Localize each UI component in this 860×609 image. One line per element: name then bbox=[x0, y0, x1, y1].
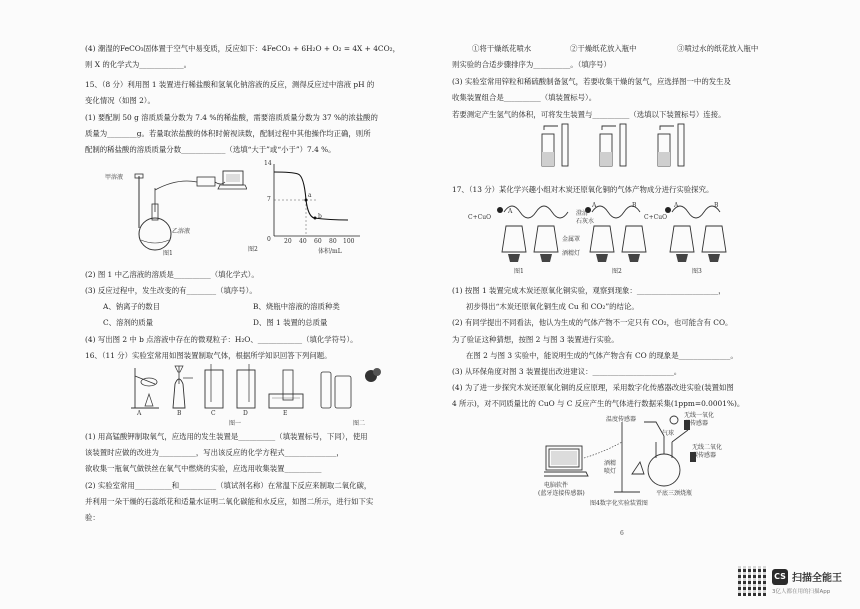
right-text-line: 初步得出“木炭还原氧化铜生成 Cu 和 CO₂”的结论。 bbox=[466, 302, 639, 311]
qr-code-overlay bbox=[738, 566, 768, 596]
label-b-fig2: B bbox=[632, 202, 637, 209]
label-pc-software: 电脑软件 bbox=[544, 482, 569, 489]
apparatus-label-d: D bbox=[243, 410, 248, 417]
left-page bbox=[85, 0, 420, 609]
right-text-line: 若要测定产生氢气的体积，可将发生装置与__________（选填以下装置标号）连接。 bbox=[452, 110, 726, 119]
figure-two-caption: 图二 bbox=[353, 420, 366, 427]
left-text-line: C、溶剂的质量 bbox=[103, 318, 153, 327]
left-text-line: 验： bbox=[85, 513, 100, 522]
label-temp-sensor: 温度传感器 bbox=[606, 416, 637, 423]
left-text-line: B、烧瓶中溶液的溶质种类 bbox=[253, 302, 340, 311]
point-b-label: b bbox=[318, 213, 322, 220]
figure-16-apparatus bbox=[125, 362, 395, 427]
label-balloon: 气球 bbox=[662, 430, 675, 437]
apparatus-label-c: C bbox=[211, 410, 216, 417]
camscanner-logo: CS bbox=[772, 569, 788, 585]
right-text-line: ①将干燥纸花喷水 bbox=[472, 44, 532, 53]
right-text-line: ②干燥纸花放入瓶中 bbox=[570, 44, 637, 53]
label-co2-sensor-2: 碳传感器 bbox=[692, 452, 717, 459]
label-co2-sensor: 无线二氧化 bbox=[692, 444, 723, 451]
label-a-fig3: A bbox=[674, 202, 679, 209]
label-three-neck-flask: 平底三颈烧瓶 bbox=[656, 490, 693, 497]
figure-4-digital-apparatus bbox=[538, 412, 723, 507]
figure-one-caption: 图一 bbox=[229, 420, 242, 427]
right-text-line: 为了验证这种猜想，按图 2 与图 3 装置进行实验。 bbox=[452, 335, 619, 344]
right-text-line: 4 所示)，对不同质量比的 CuO 与 C 反应产生的气体进行数据采集(1ppm=0.0001%)。 bbox=[452, 399, 745, 408]
x-tick-100: 100 bbox=[343, 238, 355, 245]
left-text-line: (3) 反应过程中，发生改变的有________（填序号）。 bbox=[85, 286, 257, 295]
gas-collection-apparatus bbox=[540, 118, 710, 170]
left-text-line: 并利用一朵干燥的石蕊纸花和适量水证明二氧化碳能和水反应，如图二所示，进行如下实 bbox=[85, 497, 374, 506]
label-co-sensor-2: 碳传感器 bbox=[684, 420, 709, 427]
point-a-label: a bbox=[308, 192, 312, 199]
right-page bbox=[452, 0, 797, 609]
label-blowtorch: 酒精 bbox=[604, 460, 617, 467]
right-text-line: 在图 2 与图 3 实验中，能说明生成的气体产物含有 CO 的现象是______________。 bbox=[466, 351, 738, 360]
y-tick-14: 14 bbox=[264, 160, 272, 167]
right-text-line: (3) 实验室常用锌粒和稀硫酸制备氢气，若要收集干燥的氢气，应选择图一中的发生及 bbox=[452, 77, 731, 86]
left-text-line: D、图 1 装置的总质量 bbox=[253, 318, 328, 327]
left-text-line: 变化情况（如图 2）。 bbox=[85, 96, 155, 105]
figure-17-caption-1: 图1 bbox=[514, 268, 524, 275]
label-jia-solution: 甲溶液 bbox=[105, 174, 124, 181]
page-number: 6 bbox=[620, 530, 624, 537]
figure-17-caption-2: 图2 bbox=[612, 268, 622, 275]
left-text-line: A、钠离子的数目 bbox=[103, 302, 161, 311]
camscanner-watermark bbox=[738, 566, 856, 606]
apparatus-label-a: A bbox=[137, 410, 142, 417]
camscanner-tagline: 3亿人都在用的扫描App bbox=[772, 589, 831, 595]
label-yi-solution: 乙溶液 bbox=[172, 228, 191, 235]
left-text-line: (4) 潮湿的FeCO₃固体置于空气中易变质，反应如下：4FeCO₃ + 6H₂O + O₂ = 4X + 4CO₂， bbox=[85, 44, 400, 53]
left-text-line: (1) 要配制 50 g 溶质质量分数为 7.4 %的稀盐酸，需要溶质质量分数为 37 %的浓盐酸的 bbox=[85, 113, 378, 122]
label-limewater-2: 石灰水 bbox=[576, 218, 595, 225]
figure-4-caption: 图4数字化实验装置图 bbox=[590, 500, 648, 507]
left-text-line: (4) 写出图 2 中 b 点溶液中存在的微观粒子：H₂O、____________（填化学符号）。 bbox=[85, 335, 358, 344]
label-b-fig3: B bbox=[714, 202, 719, 209]
figure-1-caption: 图1 bbox=[163, 250, 173, 257]
x-tick-80: 80 bbox=[329, 238, 337, 245]
right-text-line: (2) 有同学提出不同看法，他认为生成的气体产物不一定只有 CO₂，也可能含有 CO。 bbox=[452, 318, 733, 327]
left-text-line: (2) 实验室常用__________和__________（填试剂名称）在常温下反应来制取二氧化碳， bbox=[85, 481, 372, 490]
label-co-sensor: 无线一氧化 bbox=[684, 412, 715, 419]
camscanner-name: 扫描全能王 bbox=[792, 573, 842, 584]
apparatus-label-b: B bbox=[177, 410, 182, 417]
left-text-line: 16、（11 分）实验室常用如图装置制取气体，根据所学知识回答下列问题。 bbox=[85, 351, 332, 360]
figure-17-experiments bbox=[468, 196, 752, 275]
left-text-line: 质量为________g。若量取浓盐酸的体积时俯视读数，配制过程中其他操作均正确，则所 bbox=[85, 129, 371, 138]
label-metal-net: 金属罩 bbox=[562, 236, 581, 243]
right-text-line: (1) 按图 1 装置完成木炭还原氧化铜实验，观察到现象：______________________， bbox=[452, 286, 726, 295]
left-text-line: 15、（8 分）利用图 1 装置进行稀盐酸和氢氧化钠溶液的反应，测得反应过中溶液 pH 的 bbox=[85, 80, 375, 89]
right-text-line: 17、（13 分）某化学兴趣小组对木炭还原氧化铜的气体产物成分进行实验探究。 bbox=[452, 185, 714, 194]
left-text-line: 该装置时应做的改进为__________，写出该反应的化学方程式______________， bbox=[85, 448, 344, 457]
label-limewater: 澄清 bbox=[576, 210, 589, 217]
figure-1-apparatus bbox=[105, 168, 247, 258]
right-text-line: 收集装置组合是__________（填装置标号）。 bbox=[452, 93, 597, 102]
left-text-line: 欲收集一瓶氧气做铁丝在氧气中燃烧的实验，应选用收集装置__________ bbox=[85, 464, 322, 473]
label-c-cuo-1: C+CuO bbox=[468, 214, 491, 221]
figure-2-ph-curve bbox=[248, 158, 370, 255]
label-a-fig2: A bbox=[592, 202, 597, 209]
x-axis-label: 体积/mL bbox=[318, 248, 342, 255]
left-text-line: 则 X 的化学式为____________。 bbox=[85, 60, 192, 69]
right-text-line: (3) 从环保角度对图 3 装置提出改进建议：______________________。 bbox=[452, 367, 682, 376]
left-text-line: (1) 用高锰酸钾制取氧气，应选用的发生装置是__________（填装置标号，下同），使用 bbox=[85, 432, 368, 441]
y-tick-7: 7 bbox=[267, 196, 271, 203]
y-tick-0: 0 bbox=[267, 236, 271, 243]
right-text-line: (4) 为了进一步探究木炭还原氧化铜的反应原理，采用数字化传感器改进实验(装置如图 bbox=[452, 383, 734, 392]
x-tick-60: 60 bbox=[314, 238, 322, 245]
x-tick-20: 20 bbox=[284, 238, 292, 245]
label-c-cuo-3: C+CuO bbox=[644, 214, 667, 221]
right-text-line: ③喷过水的纸花放入瓶中 bbox=[677, 44, 759, 53]
label-blowtorch-2: 喷灯 bbox=[604, 468, 617, 475]
left-text-line: 配制的稀盐酸的溶质质量分数____________（选填“大于”或“小于”）7.4 %。 bbox=[85, 145, 336, 154]
x-tick-40: 40 bbox=[299, 238, 307, 245]
left-text-line: (2) 图 1 中乙溶液的溶质是__________（填化学式）。 bbox=[85, 270, 259, 279]
label-pc-bluetooth: (蓝牙连接传感器) bbox=[538, 490, 585, 497]
right-text-line: 则实验的合适步骤排序为__________。（填序号） bbox=[452, 60, 611, 69]
apparatus-label-e: E bbox=[283, 410, 288, 417]
figure-17-caption-3: 图3 bbox=[692, 268, 702, 275]
label-a-fig1: A bbox=[508, 208, 513, 215]
label-alcohol-lamp: 酒精灯 bbox=[562, 250, 581, 257]
figure-2-caption: 图2 bbox=[248, 246, 258, 253]
